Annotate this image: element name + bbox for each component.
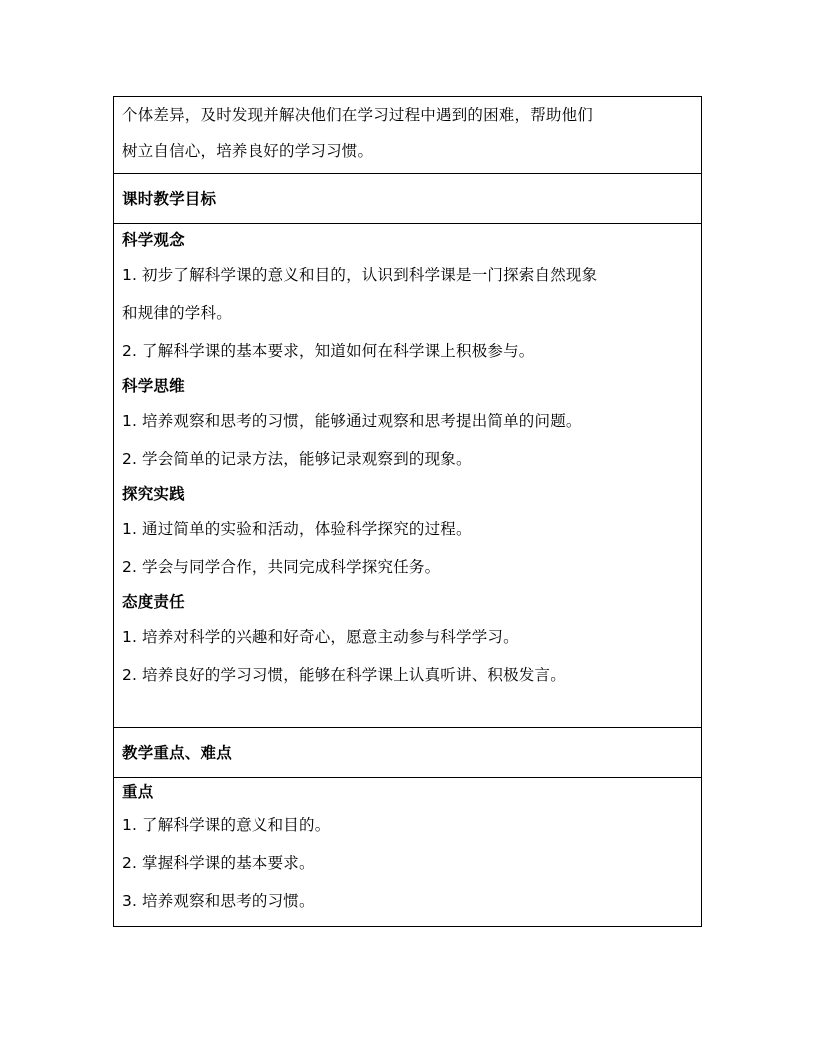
item-number: 2. [122,854,138,872]
science-thinking-item-1 [122,402,693,440]
item-number: 2. [122,666,138,684]
intro-line-2: 树立自信心，培养良好的学习习惯。 [122,142,374,160]
item-number: 1. [122,520,138,538]
keypoint-item-2 [122,844,693,882]
science-concept-title: 科学观念 [122,231,185,249]
attitude-responsibility-item-1 [122,618,693,656]
keypoints-title: 重点 [122,783,154,801]
keypoints-header: 教学重点、难点 [122,744,232,762]
item-text: 培养对科学的兴趣和好奇心，愿意主动参与科学学习。 [142,628,519,646]
item-text: 培养良好的学习习惯，能够在科学课上认真听讲、积极发言。 [142,666,566,684]
science-thinking-item-2 [122,440,693,478]
science-concept-item-1 [122,256,693,294]
item-number: 1. [122,412,138,430]
item-text: 培养观察和思考的习惯，能够通过观察和思考提出简单的问题。 [142,412,582,430]
objectives-header: 课时教学目标 [122,190,217,208]
item-text: 初步了解科学课的意义和目的，认识到科学课是一门探索自然现象 [142,266,598,284]
inquiry-practice-title: 探究实践 [122,485,185,503]
item-number: 1. [122,266,138,284]
item-text: 学会简单的记录方法，能够记录观察到的现象。 [142,450,472,468]
science-thinking-title: 科学思维 [122,377,185,395]
science-concept-item-1-cont: 和规律的学科。 [122,304,232,322]
objectives-cell [114,223,701,727]
keypoint-item-1 [122,806,693,844]
item-text: 了解科学课的基本要求，知道如何在科学课上积极参与。 [142,342,535,360]
item-number: 2. [122,558,138,576]
item-text: 学会与同学合作，共同完成科学探究任务。 [142,558,441,576]
inquiry-practice-item-2 [122,548,693,586]
item-number: 1. [122,628,138,646]
lesson-plan-table [113,96,702,927]
intro-line-1: 个体差异，及时发现并解决他们在学习过程中遇到的困难，帮助他们 [122,106,594,124]
item-text: 掌握科学课的基本要求。 [142,854,315,872]
attitude-responsibility-title: 态度责任 [122,593,185,611]
attitude-responsibility-item-2 [122,656,693,694]
intro-cell [114,97,701,173]
item-text: 通过简单的实验和活动，体验科学探究的过程。 [142,520,472,538]
item-text: 培养观察和思考的习惯。 [142,892,315,910]
item-number: 3. [122,892,138,910]
item-number: 2. [122,342,138,360]
keypoint-item-3 [122,882,693,920]
item-number: 2. [122,450,138,468]
keypoints-header-cell [114,727,701,777]
science-concept-item-2 [122,332,693,370]
objectives-header-cell [114,173,701,223]
inquiry-practice-item-1 [122,510,693,548]
keypoints-cell [114,777,701,926]
item-number: 1. [122,816,138,834]
item-text: 了解科学课的意义和目的。 [142,816,331,834]
